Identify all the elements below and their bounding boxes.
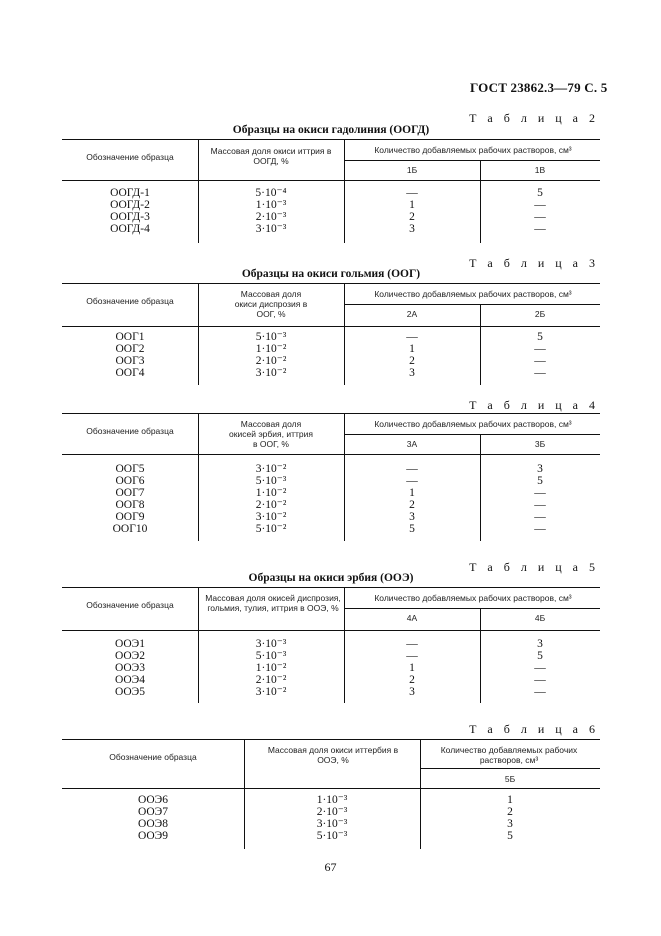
col-header-designation: Обозначение образца	[86, 426, 174, 436]
table-number: Т а б л и ц а 3	[469, 256, 599, 270]
table-row: ООГ9 3·10⁻² 3 —	[115, 511, 546, 523]
table-row: ООГД-3 2·10⁻³ 2 —	[110, 211, 546, 223]
table-row: ООЭ3 1·10⁻² 1 —	[115, 662, 546, 674]
table	[62, 283, 600, 385]
table-row: ООЭ1 3·10⁻³ — 3	[115, 638, 543, 650]
table	[62, 139, 600, 243]
sub-header-1: 3А	[406, 439, 418, 449]
sub-header-2: 4Б	[534, 613, 546, 623]
col-header-mass-fraction: Массовая доля окисей эрбия, иттрия в ООГ, %	[229, 419, 313, 449]
col-header-designation: Обозначение образца	[86, 600, 174, 610]
table	[62, 587, 600, 703]
table-header	[62, 139, 600, 181]
table-header	[62, 283, 600, 327]
table-row: ООЭ6 1·10⁻³ 1	[138, 794, 513, 806]
col-header-solutions: Количество добавляемых рабочих растворов, см³	[374, 593, 572, 603]
sub-header-2: 1В	[534, 165, 546, 175]
table-row: ООГ2 1·10⁻² 1 —	[115, 343, 546, 355]
table-row: ООЭ7 2·10⁻³ 2	[138, 806, 513, 818]
sub-header-1: 1Б	[406, 165, 418, 175]
table-number: Т а б л и ц а 5	[469, 560, 599, 574]
table-row: ООГ4 3·10⁻² 3 —	[115, 367, 546, 379]
sub-header-2: 2Б	[534, 309, 546, 319]
table-number: Т а б л и ц а 2	[469, 111, 599, 125]
table-row: ООГ10 5·10⁻² 5 —	[112, 523, 546, 535]
col-header-designation: Обозначение образца	[86, 296, 174, 306]
table-row: ООГД-2 1·10⁻³ 1 —	[110, 199, 546, 211]
table-number: Т а б л и ц а 4	[469, 398, 599, 412]
col-header-designation: Обозначение образца	[109, 752, 197, 762]
col-header-designation: Обозначение образца	[86, 152, 174, 162]
col-header-solutions: Количество добавляемых рабочих растворов, см³	[374, 145, 572, 155]
sub-header-2: 3Б	[534, 439, 546, 449]
table-header	[62, 587, 600, 631]
table-row: ООГ3 2·10⁻² 2 —	[115, 355, 546, 367]
table-title: Образцы на окиси гольмия (ООГ)	[241, 268, 421, 280]
table-row: ООЭ5 3·10⁻² 3 —	[115, 686, 546, 698]
col-header-mass-fraction: Массовая доля окиси иттрия в ООГД, %	[210, 146, 332, 166]
table-header	[62, 413, 600, 455]
table-title: Образцы на окиси эрбия (ООЭ)	[248, 572, 414, 584]
sub-header-1: 2А	[406, 309, 418, 319]
table-header	[62, 739, 600, 789]
table-row: ООГ6 5·10⁻³ — 5	[115, 475, 543, 487]
col-header-mass-fraction: Массовая доля окисей диспрозия, гольмия, тулия, иттрия в ООЭ, %	[205, 593, 341, 613]
page-header: ГОСТ 23862.3—79 С. 5	[470, 80, 608, 95]
table-row: ООГ8 2·10⁻² 2 —	[115, 499, 546, 511]
table-number: Т а б л и ц а 6	[469, 722, 599, 736]
table-row: ООЭ2 5·10⁻³ — 5	[115, 650, 543, 662]
table-row: ООГ5 3·10⁻² — 3	[115, 463, 543, 475]
table-row: ООГД-4 3·10⁻³ 3 —	[110, 223, 546, 235]
table-row: ООГД-1 5·10⁻⁴ — 5	[110, 187, 543, 199]
table-row: ООГ7 1·10⁻² 1 —	[115, 487, 546, 499]
col-header-solutions: Количество добавляемых рабочих растворов, см³	[374, 419, 572, 429]
table-row: ООГ1 5·10⁻³ — 5	[115, 331, 543, 343]
sub-header-1: 5Б	[504, 774, 516, 784]
table-row: ООЭ4 2·10⁻² 2 —	[115, 674, 546, 686]
col-header-solutions: Количество добавляемых рабочих растворов, см³	[374, 289, 572, 299]
table-row: ООЭ9 5·10⁻³ 5	[138, 830, 513, 842]
table	[62, 739, 600, 849]
table-row: ООЭ8 3·10⁻³ 3	[138, 818, 513, 830]
col-header-solutions: Количество добавляемых рабочих растворов, см³	[440, 745, 578, 765]
table	[62, 413, 600, 541]
sub-header-1: 4А	[406, 613, 418, 623]
col-header-mass-fraction: Массовая доля окиси диспрозия в ООГ, %	[234, 289, 308, 319]
col-header-mass-fraction: Массовая доля окиси иттербия в ООЭ, %	[267, 745, 399, 765]
page-number: 67	[324, 860, 337, 874]
table-title: Образцы на окиси гадолиния (ООГД)	[232, 124, 430, 136]
